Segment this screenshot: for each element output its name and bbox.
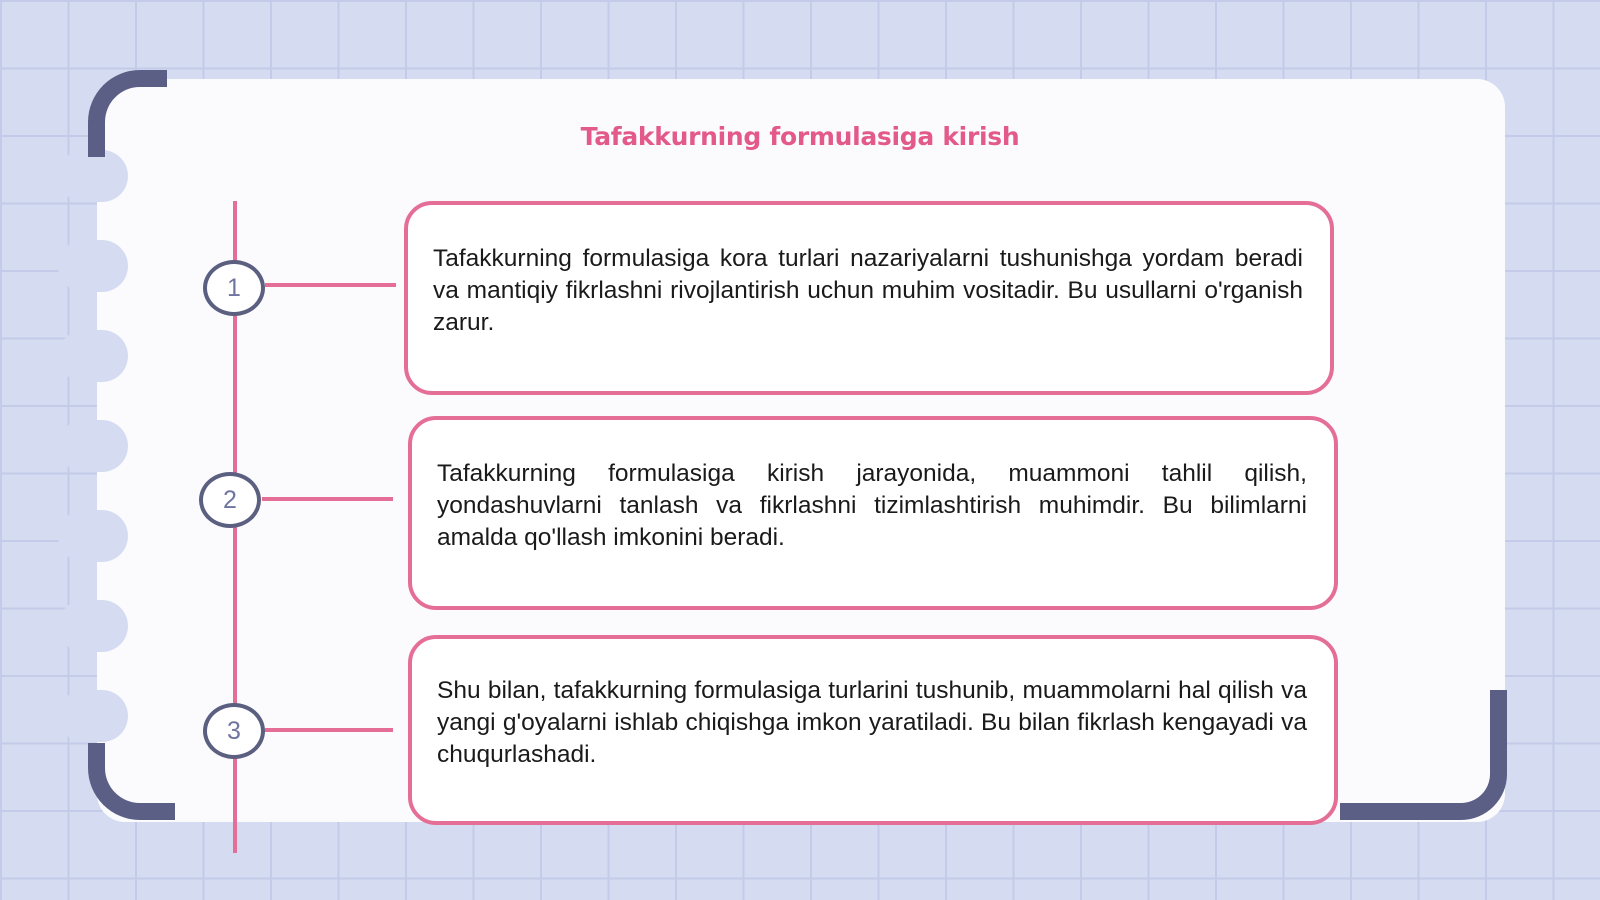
timeline-connector-2 bbox=[262, 497, 393, 501]
notebook-hole bbox=[58, 150, 128, 202]
notebook-hole bbox=[58, 330, 128, 382]
timeline-step-2 bbox=[199, 472, 261, 528]
step-number: 2 bbox=[223, 485, 237, 514]
text-box-content: Tafakkurning formulasiga kirish jarayonida, muammoni tahlil qilish, yondashuvlarni tanlash va fikrlashni tizimlashtirish muhimdir. Bu bilimlarni amalda qo'llash imkonini beradi. bbox=[437, 460, 1307, 551]
notebook-hole bbox=[58, 240, 128, 292]
text-box-content: Shu bilan, tafakkurning formulasiga turlarini tushunib, muammolarni hal qilish va yangi g'oyalarni ishlab chiqishga imkon yaratiladi. Bu bilan fikrlash kengayadi va chuqurlashadi. bbox=[437, 677, 1307, 768]
text-box-2 bbox=[408, 416, 1338, 610]
frame-corner-bottom-right bbox=[1340, 690, 1507, 820]
notebook-hole bbox=[58, 690, 128, 742]
text-box-1 bbox=[404, 201, 1334, 395]
text-box-3 bbox=[408, 635, 1338, 825]
notebook-hole bbox=[58, 600, 128, 652]
step-number: 3 bbox=[227, 716, 241, 745]
timeline-connector-1 bbox=[265, 283, 396, 287]
text-box-content: Tafakkurning formulasiga kora turlari nazariyalarni tushunishga yordam beradi va mantiqiy fikrlashni rivojlantirish uchun muhim vositadir. Bu usullarni o'rganish zarur. bbox=[433, 245, 1303, 336]
timeline-step-1 bbox=[203, 260, 265, 316]
timeline-step-3 bbox=[203, 703, 265, 759]
slide-title: Tafakkurning formulasiga kirish bbox=[580, 122, 1020, 151]
timeline-connector-3 bbox=[265, 728, 393, 732]
notebook-hole bbox=[58, 420, 128, 472]
frame-corner-top-left bbox=[88, 70, 167, 157]
step-number: 1 bbox=[227, 273, 241, 302]
notebook-hole bbox=[58, 510, 128, 562]
